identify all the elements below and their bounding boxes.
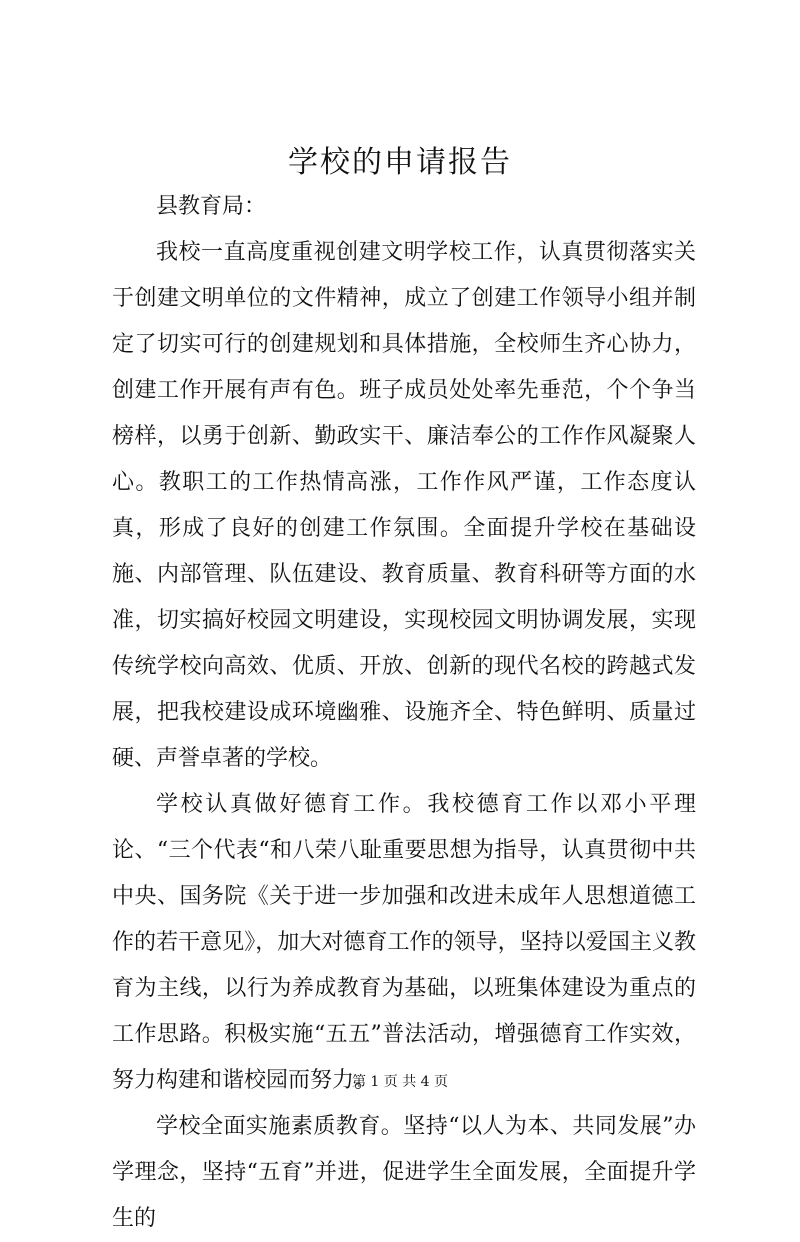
page-footer: 第 1 页 共 4 页 — [351, 1074, 449, 1090]
document-title: 学校的申请报告 — [288, 145, 512, 180]
paragraph-1: 我校一直高度重视创建文明学校工作，认真贯彻落实关于创建文明单位的文件精神，成立了创建工作领导小组并制定了切实可行的创建规划和具体措施，全校师生齐心协力，创建工作开展有声有色。班子成员处处率先垂范，个个争当榜样，以勇于创新、勤政实干、廉洁奉公的工作作风凝聚人心。教职工的工作热情高涨，工作作风严谨，工作态度认真，形成了良好的创建工作氛围。全面提升学校在基础设施、内部管理、队伍建设、教育质量、教育科研等方面的水准，切实搞好校园文明建设，实现校园文明协调发展，实现传统学校向高效、优质、开放、创新的现代名校的跨越式发展，把我校建设成环境幽雅、设施齐全、特色鲜明、质量过硬、声誉卓著的学校。 — [112, 240, 696, 771]
salutation: 县教育局： — [156, 194, 267, 219]
paragraph-3: 学校全面实施素质教育。坚持“以人为本、共同发展”办学理念，坚持“五育”并进，促进学生全面发展，全面提升学生的 — [112, 1114, 696, 1231]
paragraph-2: 学校认真做好德育工作。我校德育工作以邓小平理论、“三个代表“和八荣八耻重要思想为指导，认真贯彻中共中央、国务院《关于进一步加强和改进未成年人思想道德工作的若干意见》，加大对德育工作的领导，坚持以爱国主义教育为主线，以行为养成教育为基础，以班集体建设为重点的工作思路。积极实施“五五”普法活动，增强德育工作实效，努力构建和谐校园而努力。 — [112, 792, 696, 1093]
